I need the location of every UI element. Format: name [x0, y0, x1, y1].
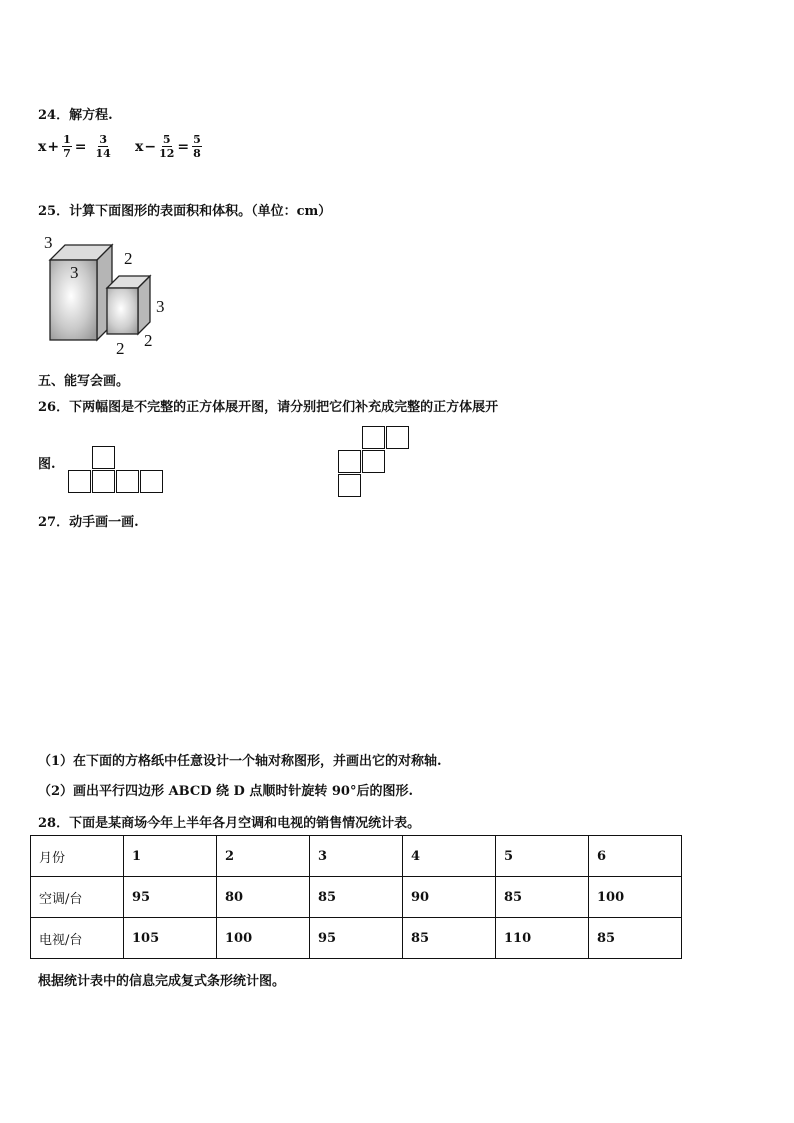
- fraction-denominator: 14: [95, 147, 111, 160]
- table-cell: 空调/台: [31, 877, 124, 918]
- label-small-bottom-right: 2: [144, 331, 153, 350]
- q27-part2: （2）画出平行四边形 ABCD 绕 D 点顺时针旋转 90°后的图形.: [38, 784, 414, 799]
- fraction-denominator: 8: [193, 147, 201, 160]
- table-cell: 85: [496, 877, 589, 918]
- fraction-numerator: 3: [99, 133, 107, 146]
- eq2-fraction-a: [159, 133, 174, 160]
- net1-square: [92, 470, 115, 493]
- table-cell: 1: [124, 836, 217, 877]
- eq1-variable: x: [38, 138, 47, 155]
- net2-square: [338, 450, 361, 473]
- table-cell: 90: [403, 877, 496, 918]
- net1-square: [68, 470, 91, 493]
- q24-title: 24．解方程.: [38, 108, 113, 123]
- table-cell: 5: [496, 836, 589, 877]
- eq1-equals: =: [74, 138, 87, 155]
- table-cell: 105: [124, 918, 217, 959]
- eq1-fraction-a: [62, 133, 72, 160]
- table-cell: 4: [403, 836, 496, 877]
- q28-footer: 根据统计表中的信息完成复式条形统计图。: [38, 974, 286, 989]
- fraction-numerator: 1: [63, 133, 71, 146]
- equation-2: [135, 133, 204, 160]
- table-cell: 85: [403, 918, 496, 959]
- eq2-equals: =: [177, 138, 190, 155]
- equation-1: [38, 133, 113, 160]
- q26-title-line2: 图.: [38, 457, 56, 472]
- table-cell: 2: [217, 836, 310, 877]
- table-row: [31, 877, 682, 918]
- eq1-fraction-b: [95, 133, 110, 160]
- eq2-fraction-b: [192, 133, 202, 160]
- net1-square: [140, 470, 163, 493]
- label-small-bottom-front: 2: [116, 339, 125, 358]
- table-cell: 95: [310, 918, 403, 959]
- table-cell: 80: [217, 877, 310, 918]
- table-cell: 85: [310, 877, 403, 918]
- net2-square: [362, 426, 385, 449]
- net2-square: [362, 450, 385, 473]
- cuboid-figure: [40, 230, 175, 358]
- q25-title: 25．计算下面图形的表面积和体积。（单位：cm）: [38, 204, 332, 219]
- label-big-top-right: 2: [124, 249, 133, 268]
- label-big-front: 3: [70, 263, 79, 282]
- net2-square: [386, 426, 409, 449]
- small-cube-front: [107, 288, 138, 334]
- table-cell: 6: [589, 836, 682, 877]
- label-big-depth: 3: [44, 233, 53, 252]
- q27-title: 27．动手画一画.: [38, 515, 139, 530]
- section-title: 五、能写会画。: [38, 374, 130, 389]
- fraction-numerator: 5: [193, 133, 201, 146]
- label-small-side: 3: [156, 297, 165, 316]
- table-cell: 100: [217, 918, 310, 959]
- table-row: [31, 918, 682, 959]
- sales-table: [30, 835, 682, 959]
- q27-part1: （1）在下面的方格纸中任意设计一个轴对称图形，并画出它的对称轴.: [38, 754, 442, 769]
- table-cell: 电视/台: [31, 918, 124, 959]
- eq1-operator: +: [47, 138, 60, 155]
- eq2-operator: −: [144, 138, 157, 155]
- table-cell: 月份: [31, 836, 124, 877]
- net1-square: [92, 446, 115, 469]
- table-cell: 95: [124, 877, 217, 918]
- fraction-numerator: 5: [162, 133, 171, 146]
- eq2-variable: x: [135, 138, 144, 155]
- table-cell: 85: [589, 918, 682, 959]
- table-cell: 3: [310, 836, 403, 877]
- table-header-row: [31, 836, 682, 877]
- net1-square: [116, 470, 139, 493]
- table-cell: 110: [496, 918, 589, 959]
- fraction-denominator: 7: [63, 147, 71, 160]
- q28-title: 28．下面是某商场今年上半年各月空调和电视的销售情况统计表。: [38, 816, 421, 831]
- table-cell: 100: [589, 877, 682, 918]
- q26-title-line1: 26．下两幅图是不完整的正方体展开图，请分别把它们补充成完整的正方体展开: [38, 400, 499, 415]
- net2-square: [338, 474, 361, 497]
- fraction-denominator: 12: [159, 147, 175, 160]
